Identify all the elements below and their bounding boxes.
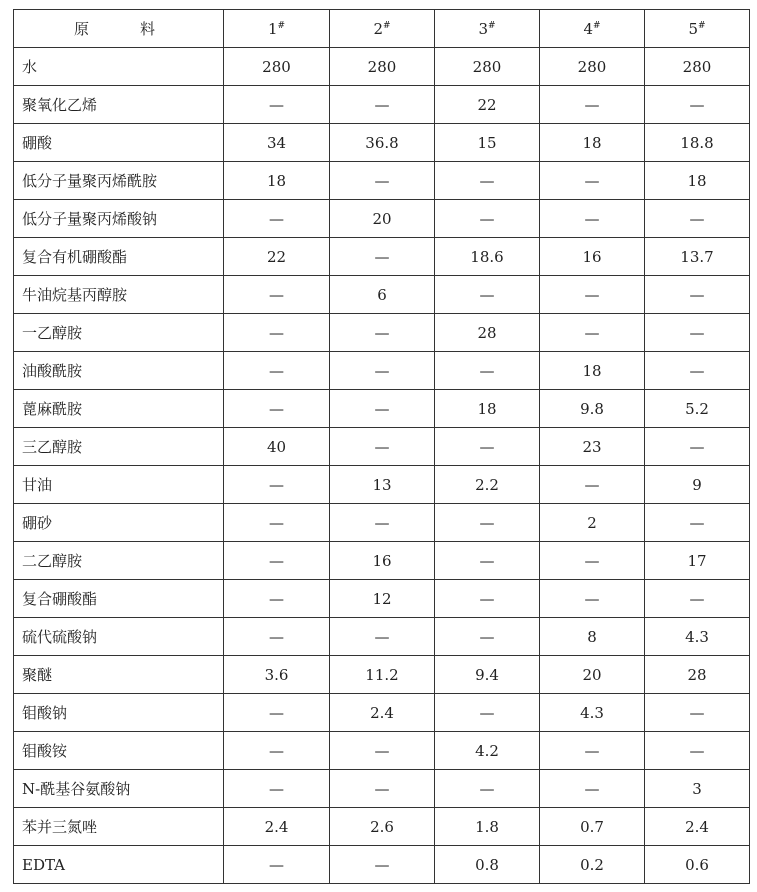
material-name-cell: 甘油 (14, 466, 224, 504)
value-cell: — (330, 238, 435, 276)
value-cell: — (540, 580, 645, 618)
table-row (14, 352, 750, 390)
header-col-number: 3 (478, 19, 488, 38)
table-row (14, 124, 750, 162)
value-cell: — (330, 618, 435, 656)
table-row (14, 390, 750, 428)
material-name-cell: 聚氧化乙烯 (14, 86, 224, 124)
value-cell: — (224, 466, 330, 504)
value-cell: — (645, 352, 750, 390)
material-name-cell: 低分子量聚丙烯酰胺 (14, 162, 224, 200)
value-cell: — (330, 390, 435, 428)
value-cell: — (540, 86, 645, 124)
table-row (14, 580, 750, 618)
header-col-2 (330, 10, 435, 48)
material-name-cell: 苯并三氮唑 (14, 808, 224, 846)
value-cell: — (435, 162, 540, 200)
value-cell: — (645, 200, 750, 238)
value-cell: — (645, 428, 750, 466)
value-cell: — (645, 314, 750, 352)
value-cell: — (330, 314, 435, 352)
value-cell: 280 (224, 48, 330, 86)
value-cell: 28 (435, 314, 540, 352)
value-cell: — (330, 732, 435, 770)
header-col-number: 1 (267, 19, 278, 38)
table-row (14, 86, 750, 124)
material-name-cell: 钼酸钠 (14, 694, 224, 732)
value-cell: — (224, 580, 330, 618)
header-col-mark: # (277, 20, 286, 31)
value-cell: 40 (224, 428, 330, 466)
value-cell: 0.6 (645, 846, 750, 884)
value-cell: 20 (330, 200, 435, 238)
value-cell: 9.8 (540, 390, 645, 428)
value-cell: — (435, 580, 540, 618)
value-cell: — (224, 276, 330, 314)
value-cell: 280 (645, 48, 750, 86)
material-name-cell: 复合硼酸酯 (14, 580, 224, 618)
header-col-mark: # (383, 20, 391, 31)
material-name-cell: 复合有机硼酸酯 (14, 238, 224, 276)
material-name-cell: 聚醚 (14, 656, 224, 694)
value-cell: 36.8 (330, 124, 435, 162)
value-cell: 13.7 (645, 238, 750, 276)
value-cell: — (645, 86, 750, 124)
value-cell: — (330, 504, 435, 542)
material-name-cell: 硫代硫酸钠 (14, 618, 224, 656)
header-col-4 (540, 10, 645, 48)
material-name-cell: N-酰基谷氨酸钠 (14, 770, 224, 808)
value-cell: 1.8 (435, 808, 540, 846)
table-row (14, 162, 750, 200)
value-cell: 28 (645, 656, 750, 694)
value-cell: 23 (540, 428, 645, 466)
value-cell: 3.6 (224, 656, 330, 694)
value-cell: — (645, 276, 750, 314)
value-cell: — (224, 504, 330, 542)
value-cell: — (224, 618, 330, 656)
table-row (14, 428, 750, 466)
value-cell: 8 (540, 618, 645, 656)
value-cell: 6 (330, 276, 435, 314)
value-cell: — (645, 694, 750, 732)
value-cell: 18 (540, 124, 645, 162)
value-cell: 12 (330, 580, 435, 618)
value-cell: 2.2 (435, 466, 540, 504)
value-cell: 4.3 (645, 618, 750, 656)
value-cell: — (330, 86, 435, 124)
value-cell: — (330, 770, 435, 808)
material-name-cell: 硼酸 (14, 124, 224, 162)
value-cell: 3 (645, 770, 750, 808)
value-cell: — (540, 542, 645, 580)
value-cell: — (224, 352, 330, 390)
value-cell: — (435, 770, 540, 808)
material-name-cell: 蓖麻酰胺 (14, 390, 224, 428)
value-cell: — (224, 390, 330, 428)
header-row (14, 10, 750, 48)
value-cell: 4.3 (540, 694, 645, 732)
value-cell: — (435, 618, 540, 656)
value-cell: — (224, 846, 330, 884)
value-cell: — (540, 770, 645, 808)
value-cell: — (645, 504, 750, 542)
material-name-cell: 三乙醇胺 (14, 428, 224, 466)
value-cell: 2.4 (330, 694, 435, 732)
value-cell: 16 (330, 542, 435, 580)
value-cell: 16 (540, 238, 645, 276)
value-cell: 280 (435, 48, 540, 86)
value-cell: — (540, 732, 645, 770)
table-row (14, 770, 750, 808)
formulation-table (13, 9, 750, 884)
material-name-cell: 钼酸铵 (14, 732, 224, 770)
value-cell: 34 (224, 124, 330, 162)
value-cell: 9 (645, 466, 750, 504)
value-cell: — (540, 466, 645, 504)
table-row (14, 238, 750, 276)
table-row (14, 466, 750, 504)
header-col-5 (645, 10, 750, 48)
table-row (14, 846, 750, 884)
value-cell: 4.2 (435, 732, 540, 770)
value-cell: — (330, 846, 435, 884)
value-cell: 2.4 (224, 808, 330, 846)
value-cell: — (435, 504, 540, 542)
value-cell: 18.6 (435, 238, 540, 276)
value-cell: — (330, 352, 435, 390)
value-cell: 0.7 (540, 808, 645, 846)
value-cell: — (540, 314, 645, 352)
value-cell: — (435, 542, 540, 580)
header-col-1 (224, 10, 330, 48)
value-cell: 5.2 (645, 390, 750, 428)
value-cell: 13 (330, 466, 435, 504)
table-row (14, 48, 750, 86)
table-row (14, 200, 750, 238)
value-cell: 18 (540, 352, 645, 390)
header-col-3 (435, 10, 540, 48)
value-cell: 18.8 (645, 124, 750, 162)
value-cell: — (435, 352, 540, 390)
table-row (14, 542, 750, 580)
value-cell: 0.8 (435, 846, 540, 884)
table-row (14, 276, 750, 314)
material-name-cell: 低分子量聚丙烯酸钠 (14, 200, 224, 238)
value-cell: — (224, 200, 330, 238)
value-cell: 18 (435, 390, 540, 428)
table-row (14, 808, 750, 846)
material-name-cell: 硼砂 (14, 504, 224, 542)
table-row (14, 504, 750, 542)
header-col-number: 4 (583, 19, 593, 38)
value-cell: 280 (540, 48, 645, 86)
value-cell: 22 (224, 238, 330, 276)
material-name-cell: 牛油烷基丙醇胺 (14, 276, 224, 314)
material-name-cell: 油酸酰胺 (14, 352, 224, 390)
value-cell: 18 (224, 162, 330, 200)
header-col-number: 5 (688, 19, 698, 38)
value-cell: — (540, 162, 645, 200)
value-cell: 17 (645, 542, 750, 580)
value-cell: 18 (645, 162, 750, 200)
value-cell: 0.2 (540, 846, 645, 884)
value-cell: — (540, 276, 645, 314)
table-row (14, 314, 750, 352)
header-col-mark: # (698, 20, 706, 31)
value-cell: 15 (435, 124, 540, 162)
value-cell: 280 (330, 48, 435, 86)
material-name-cell: EDTA (14, 846, 224, 884)
material-name-cell: 水 (14, 48, 224, 86)
value-cell: — (330, 162, 435, 200)
value-cell: — (435, 276, 540, 314)
value-cell: — (540, 200, 645, 238)
value-cell: — (224, 542, 330, 580)
value-cell: 11.2 (330, 656, 435, 694)
material-name-cell: 一乙醇胺 (14, 314, 224, 352)
value-cell: — (224, 732, 330, 770)
value-cell: — (224, 770, 330, 808)
value-cell: — (224, 694, 330, 732)
header-material: 原 料 (14, 10, 224, 48)
header-col-mark: # (593, 20, 601, 31)
header-col-mark: # (488, 20, 496, 31)
value-cell: — (435, 694, 540, 732)
header-col-number: 2 (373, 19, 383, 38)
value-cell: — (645, 580, 750, 618)
table-row (14, 618, 750, 656)
value-cell: 9.4 (435, 656, 540, 694)
value-cell: 2 (540, 504, 645, 542)
value-cell: 22 (435, 86, 540, 124)
table-row (14, 732, 750, 770)
table-row (14, 656, 750, 694)
value-cell: 2.6 (330, 808, 435, 846)
value-cell: — (224, 86, 330, 124)
value-cell: — (645, 732, 750, 770)
table-body (14, 48, 750, 884)
value-cell: — (224, 314, 330, 352)
value-cell: — (435, 200, 540, 238)
material-name-cell: 二乙醇胺 (14, 542, 224, 580)
value-cell: 20 (540, 656, 645, 694)
value-cell: — (330, 428, 435, 466)
value-cell: — (435, 428, 540, 466)
value-cell: 2.4 (645, 808, 750, 846)
table-row (14, 694, 750, 732)
